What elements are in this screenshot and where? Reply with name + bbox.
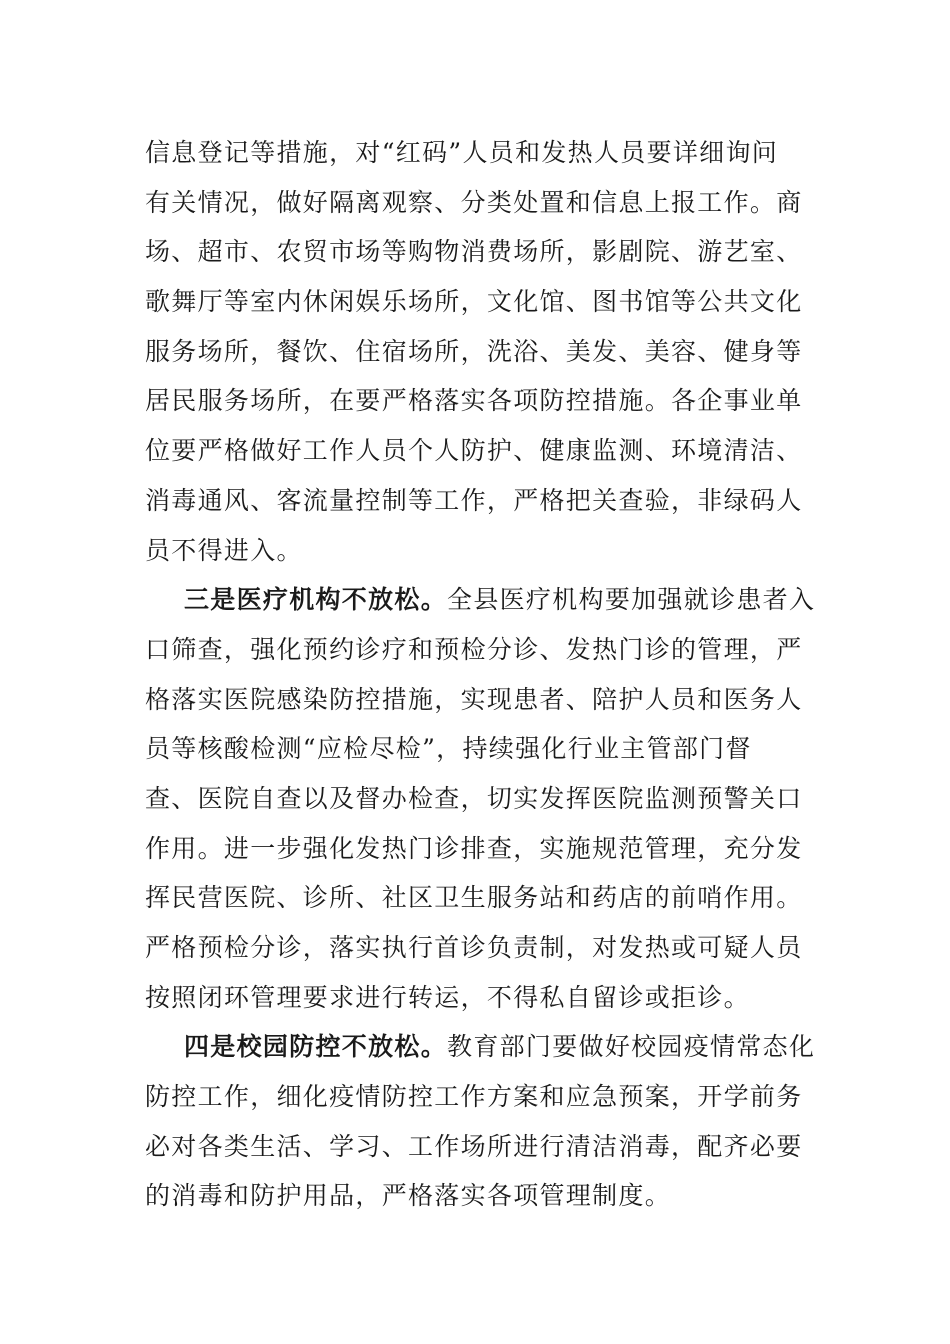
paragraph-first-line (145, 575, 816, 625)
text-line: 按照闭环管理要求进行转运，不得私自留诊或拒诊。 (145, 982, 750, 1012)
text-line: 居民服务场所，在要严格落实各项防控措施。各企事业单 (145, 386, 803, 416)
paragraph-heading: 四是校园防控不放松。 (184, 1032, 448, 1062)
text-line: 歌舞厅等室内休闲娱乐场所，文化馆、图书馆等公共文化 (145, 287, 803, 317)
text-run: 教育部门要做好校园疫情常态化 (447, 1032, 816, 1062)
paragraph-1 (145, 128, 807, 575)
text-line: 口筛查，强化预约诊疗和预检分诊、发热门诊的管理，严 (145, 634, 803, 664)
text-run: 全县医疗机构要加强就诊患者入 (447, 585, 816, 615)
paragraph-3 (145, 1022, 816, 1221)
text-line: 位要严格做好工作人员个人防护、健康监测、环境清洁、 (145, 436, 803, 466)
text-line: 作用。进一步强化发热门诊排查，实施规范管理，充分发 (145, 833, 803, 863)
text-line: 服务场所，餐饮、住宿场所，洗浴、美发、美容、健身等 (145, 336, 803, 366)
text-line: 消毒通风、客流量控制等工作，严格把关查验，非绿码人 (145, 485, 803, 515)
text-line: 有关情况，做好隔离观察、分类处置和信息上报工作。商 (145, 187, 803, 217)
text-line: 信息登记等措施，对“红码”人员和发热人员要详细询问 (145, 138, 779, 167)
text-line: 防控工作，细化疫情防控工作方案和应急预案，开学前务 (145, 1082, 803, 1112)
paragraph-first-line (145, 1022, 816, 1072)
paragraph-heading: 三是医疗机构不放松。 (184, 585, 448, 615)
text-line: 格落实医院感染防控措施，实现患者、陪护人员和医务人 (145, 684, 803, 714)
text-line: 场、超市、农贸市场等购物消费场所，影剧院、游艺室、 (145, 237, 803, 267)
text-line: 严格预检分诊，落实执行首诊负责制，对发热或可疑人员 (145, 933, 803, 962)
text-line: 挥民营医院、诊所、社区卫生服务站和药店的前哨作用。 (145, 883, 803, 913)
text-line: 员等核酸检测“应检尽检”，持续强化行业主管部门督 (145, 734, 752, 764)
text-line: 必对各类生活、学习、工作场所进行清洁消毒，配齐必要 (145, 1131, 803, 1161)
text-line: 员不得进入。 (145, 535, 303, 565)
document-body (145, 128, 816, 1221)
text-line: 的消毒和防护用品，严格落实各项管理制度。 (145, 1181, 672, 1211)
text-line: 查、医院自查以及督办检查，切实发挥医院监测预警关口 (145, 783, 803, 813)
paragraph-2 (145, 575, 816, 1022)
